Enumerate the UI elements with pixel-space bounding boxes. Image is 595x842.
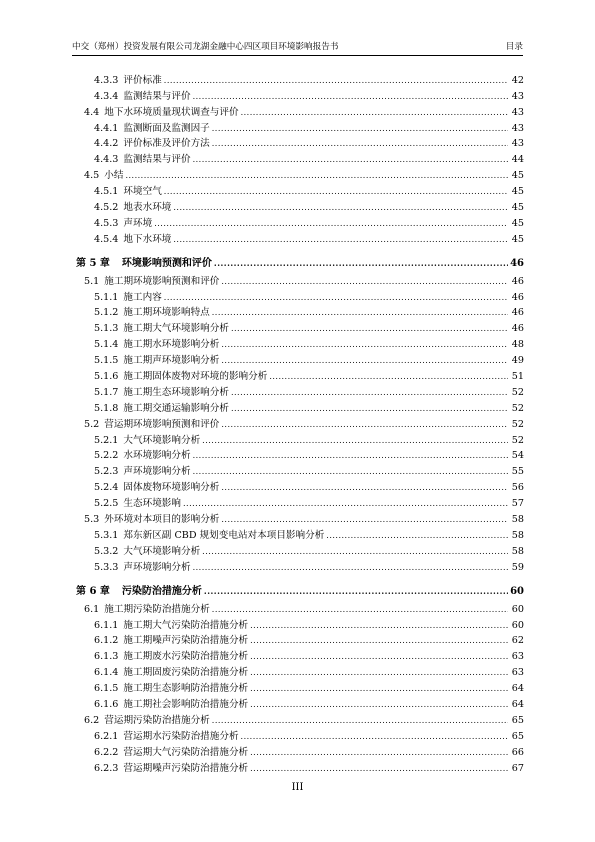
toc-entry-title: 声环境: [123, 217, 153, 229]
toc-entry-title: 施工期噪声污染防治措施分析: [123, 635, 249, 647]
toc-entry[interactable]: [76, 229, 524, 245]
toc-entry[interactable]: [76, 366, 524, 382]
toc-entry-title: 施工期固体废物对环境的影响分析: [123, 371, 268, 383]
toc-leader-dots: [125, 170, 508, 181]
toc-entry-number: 4.5.2: [94, 202, 119, 214]
toc-entry-page: 66: [511, 746, 524, 758]
toc-entry-number: 5.2.5: [94, 498, 119, 510]
toc-entry-title: 水环境影响分析: [123, 450, 191, 462]
toc-entry-number: 5.1.5: [94, 355, 119, 367]
toc-entry-page: 58: [511, 514, 524, 526]
toc-entry-number: 5.1.6: [94, 371, 119, 383]
toc-entry-page: 52: [511, 386, 524, 398]
toc-entry-page: 63: [511, 651, 524, 663]
toc-entry-title: 监测结果与评价: [123, 90, 191, 102]
toc-entry-number: 6.2.2: [94, 746, 119, 758]
toc-entry-number: 5.1.8: [94, 402, 119, 414]
toc-entry-page: 52: [511, 402, 524, 414]
toc-entry-number: 5.2.2: [94, 450, 119, 462]
toc-entry-page: 60: [510, 585, 524, 597]
toc-leader-dots: [212, 604, 508, 615]
toc-entry-number: 5.1.3: [94, 323, 119, 335]
toc-entry-title: 小结: [104, 170, 124, 182]
toc-leader-dots: [202, 435, 508, 446]
toc-leader-dots: [164, 186, 508, 197]
toc-leader-dots: [193, 562, 508, 573]
toc-entry-page: 46: [511, 291, 524, 303]
toc-entry-number: 6.2.3: [94, 762, 119, 774]
page-number: III: [291, 782, 304, 793]
toc-entry[interactable]: [76, 525, 524, 541]
toc-entry[interactable]: [76, 382, 524, 398]
toc-leader-dots: [173, 234, 508, 245]
toc-chapter-entry[interactable]: [76, 247, 524, 269]
toc-entry-title: 环境影响预测和评价: [121, 257, 212, 269]
toc-leader-dots: [231, 323, 508, 334]
toc-leader-dots: [250, 683, 508, 694]
toc-entry[interactable]: [76, 430, 524, 446]
toc-leader-dots: [250, 667, 508, 678]
toc-entry-number: 第 5 章: [76, 257, 110, 269]
toc-entry-title: 地下水环境质量现状调查与评价: [104, 106, 239, 118]
toc-entry-number: 6.1.1: [94, 619, 119, 631]
toc-entry[interactable]: [76, 446, 524, 462]
toc-entry[interactable]: [76, 694, 524, 710]
toc-leader-dots: [231, 387, 508, 398]
toc-entry-page: 45: [511, 186, 524, 198]
toc-entry-page: 46: [511, 275, 524, 287]
toc-entry-page: 46: [510, 257, 524, 269]
toc-entry-page: 63: [511, 667, 524, 679]
toc-entry[interactable]: [76, 678, 524, 694]
toc-entry-number: 6.1.2: [94, 635, 119, 647]
toc-entry-title: 施工期环境影响预测和评价: [104, 275, 220, 287]
toc-entry-title: 施工内容: [123, 291, 162, 303]
toc-entry-page: 43: [511, 138, 524, 150]
toc-chapter-entry[interactable]: [76, 575, 524, 597]
toc-entry[interactable]: [76, 631, 524, 647]
toc-entry-number: 5.2.3: [94, 466, 119, 478]
toc-entry-number: 5.3: [84, 514, 100, 526]
toc-entry[interactable]: [76, 742, 524, 758]
toc-entry[interactable]: [76, 86, 524, 102]
toc-entry-number: 4.3.4: [94, 90, 119, 102]
table-of-contents: [76, 70, 524, 774]
toc-entry-page: 49: [511, 355, 524, 367]
toc-entry-number: 4.5: [84, 170, 100, 182]
toc-entry-number: 4.4.2: [94, 138, 119, 150]
toc-entry-number: 4.4.1: [94, 122, 119, 134]
toc-leader-dots: [221, 482, 508, 493]
toc-entry-page: 44: [511, 154, 524, 166]
toc-entry[interactable]: [76, 758, 524, 774]
toc-entry-title: 固体废物环境影响分析: [123, 482, 220, 494]
toc-leader-dots: [241, 107, 508, 118]
toc-leader-dots: [326, 530, 508, 541]
toc-entry-title: 地表水环境: [123, 202, 172, 214]
toc-entry[interactable]: [76, 726, 524, 742]
toc-entry-title: 施工期污染防治措施分析: [104, 603, 210, 615]
toc-entry[interactable]: [76, 70, 524, 86]
toc-entry-page: 67: [511, 762, 524, 774]
toc-entry-number: 6.1.5: [94, 683, 119, 695]
toc-entry-page: 57: [511, 498, 524, 510]
toc-entry-page: 43: [511, 106, 524, 118]
toc-entry[interactable]: [76, 493, 524, 509]
toc-entry-number: 5.3.1: [94, 529, 119, 541]
toc-entry[interactable]: [76, 646, 524, 662]
toc-entry-title: 声环境影响分析: [123, 466, 191, 478]
toc-entry-number: 5.3.2: [94, 545, 119, 557]
toc-entry-page: 45: [511, 217, 524, 229]
toc-leader-dots: [250, 699, 508, 710]
toc-entry[interactable]: [76, 710, 524, 726]
toc-entry-title: 施工期社会影响防治措施分析: [123, 698, 249, 710]
toc-entry-page: 60: [511, 603, 524, 615]
toc-entry[interactable]: [76, 477, 524, 493]
toc-entry-page: 65: [511, 714, 524, 726]
toc-entry-title: 监测结果与评价: [123, 154, 191, 166]
toc-entry-number: 4.4.3: [94, 154, 119, 166]
toc-entry[interactable]: [76, 118, 524, 134]
toc-entry-title: 郑东新区副 CBD 规划变电站对本项目影响分析: [123, 529, 325, 541]
toc-entry-number: 5.2.4: [94, 482, 119, 494]
toc-entry-title: 施工期水环境影响分析: [123, 339, 220, 351]
toc-entry-number: 5.1.1: [94, 291, 119, 303]
toc-leader-dots: [183, 498, 508, 509]
toc-entry-number: 6.1.6: [94, 698, 119, 710]
toc-leader-dots: [193, 466, 508, 477]
toc-entry-number: 第 6 章: [76, 585, 110, 597]
toc-entry-title: 声环境影响分析: [123, 561, 191, 573]
toc-entry-page: 48: [511, 339, 524, 351]
toc-entry-number: 6.2: [84, 714, 100, 726]
toc-entry-page: 45: [511, 202, 524, 214]
toc-entry-title: 施工期交通运输影响分析: [123, 402, 229, 414]
toc-entry-title: 污染防治措施分析: [121, 585, 202, 597]
toc-leader-dots: [221, 514, 508, 525]
toc-entry-title: 施工期声环境影响分析: [123, 355, 220, 367]
toc-leader-dots: [250, 620, 508, 631]
toc-entry-number: 4.3.3: [94, 74, 119, 86]
toc-entry-page: 54: [511, 450, 524, 462]
toc-entry-title: 营运期大气污染防治措施分析: [123, 746, 249, 758]
toc-entry[interactable]: [76, 461, 524, 477]
toc-entry-title: 施工期固废污染防治措施分析: [123, 667, 249, 679]
toc-entry-title: 地下水环境: [123, 233, 172, 245]
toc-entry-number: 6.1.3: [94, 651, 119, 663]
toc-entry-title: 营运期环境影响预测和评价: [104, 418, 220, 430]
toc-leader-dots: [250, 635, 508, 646]
toc-entry[interactable]: [76, 134, 524, 150]
toc-leader-dots: [193, 154, 508, 165]
page-header: [72, 38, 523, 56]
toc-entry-page: 62: [511, 635, 524, 647]
toc-entry-title: 营运期噪声污染防治措施分析: [123, 762, 249, 774]
toc-entry-page: 43: [511, 122, 524, 134]
toc-leader-dots: [214, 258, 508, 269]
toc-entry[interactable]: [76, 181, 524, 197]
toc-entry-page: 65: [511, 730, 524, 742]
toc-entry[interactable]: [76, 557, 524, 573]
toc-leader-dots: [231, 403, 508, 414]
toc-leader-dots: [164, 75, 508, 86]
toc-leader-dots: [269, 371, 508, 382]
toc-entry[interactable]: [76, 165, 524, 181]
toc-entry-page: 58: [511, 545, 524, 557]
toc-entry-title: 施工期生态影响防治措施分析: [123, 683, 249, 695]
toc-entry-page: 51: [511, 371, 524, 383]
toc-entry-title: 评价标准及评价方法: [123, 138, 210, 150]
toc-entry-page: 42: [511, 74, 524, 86]
toc-leader-dots: [212, 138, 508, 149]
toc-entry-number: 4.5.4: [94, 233, 119, 245]
toc-entry[interactable]: [76, 615, 524, 631]
toc-leader-dots: [250, 747, 508, 758]
toc-entry-page: 59: [511, 561, 524, 573]
toc-leader-dots: [212, 123, 508, 134]
toc-entry-page: 45: [511, 170, 524, 182]
toc-leader-dots: [202, 546, 508, 557]
toc-entry-page: 56: [511, 482, 524, 494]
toc-entry[interactable]: [76, 102, 524, 118]
toc-entry-page: 60: [511, 619, 524, 631]
toc-entry-page: 52: [511, 418, 524, 430]
toc-entry[interactable]: [76, 213, 524, 229]
toc-entry-number: 6.2.1: [94, 730, 119, 742]
toc-leader-dots: [193, 91, 508, 102]
toc-leader-dots: [193, 450, 508, 461]
section-label: 目录: [505, 42, 523, 52]
toc-entry[interactable]: [76, 414, 524, 430]
toc-leader-dots: [250, 651, 508, 662]
toc-entry-page: 43: [511, 90, 524, 102]
toc-entry[interactable]: [76, 318, 524, 334]
toc-entry-page: 45: [511, 233, 524, 245]
toc-entry[interactable]: [76, 334, 524, 350]
toc-entry-title: 大气环境影响分析: [123, 545, 201, 557]
toc-entry-title: 施工期废水污染防治措施分析: [123, 651, 249, 663]
toc-leader-dots: [241, 731, 508, 742]
toc-entry-number: 5.2: [84, 418, 100, 430]
toc-entry[interactable]: [76, 509, 524, 525]
toc-entry-title: 营运期水污染防治措施分析: [123, 730, 239, 742]
toc-entry-page: 52: [511, 434, 524, 446]
toc-entry-title: 大气环境影响分析: [123, 434, 201, 446]
toc-entry-page: 58: [511, 529, 524, 541]
toc-entry-number: 4.4: [84, 106, 100, 118]
toc-entry-number: 5.1.2: [94, 307, 119, 319]
toc-entry-number: 6.1: [84, 603, 100, 615]
toc-entry-number: 5.1.4: [94, 339, 119, 351]
toc-entry[interactable]: [76, 541, 524, 557]
document-title: 中交（郑州）投资发展有限公司龙湖金融中心四区项目环境影响报告书: [72, 42, 339, 52]
toc-entry-title: 环境空气: [123, 186, 162, 198]
toc-entry-title: 监测断面及监测因子: [123, 122, 210, 134]
toc-leader-dots: [212, 715, 508, 726]
toc-leader-dots: [221, 339, 508, 350]
toc-entry-title: 施工期环境影响特点: [123, 307, 210, 319]
toc-entry[interactable]: [76, 350, 524, 366]
toc-entry-page: 64: [511, 683, 524, 695]
toc-leader-dots: [250, 763, 508, 774]
toc-entry-page: 46: [511, 307, 524, 319]
toc-entry-number: 4.5.3: [94, 217, 119, 229]
toc-entry-title: 营运期污染防治措施分析: [104, 714, 210, 726]
toc-entry-page: 64: [511, 698, 524, 710]
toc-entry-title: 评价标准: [123, 74, 162, 86]
toc-entry[interactable]: [76, 662, 524, 678]
toc-entry[interactable]: [76, 599, 524, 615]
toc-leader-dots: [221, 419, 508, 430]
toc-entry-title: 外环境对本项目的影响分析: [104, 514, 220, 526]
toc-entry-title: 施工期生态环境影响分析: [123, 386, 229, 398]
toc-entry[interactable]: [76, 398, 524, 414]
toc-entry[interactable]: [76, 271, 524, 287]
toc-entry-title: 施工期大气污染防治措施分析: [123, 619, 249, 631]
toc-entry-page: 46: [511, 323, 524, 335]
toc-leader-dots: [221, 355, 508, 366]
toc-leader-dots: [204, 586, 508, 597]
toc-leader-dots: [173, 202, 508, 213]
toc-entry[interactable]: [76, 303, 524, 319]
toc-entry[interactable]: [76, 149, 524, 165]
toc-entry-page: 55: [511, 466, 524, 478]
toc-entry[interactable]: [76, 197, 524, 213]
toc-leader-dots: [221, 276, 508, 287]
toc-entry[interactable]: [76, 287, 524, 303]
toc-entry-number: 6.1.4: [94, 667, 119, 679]
toc-entry-number: 5.1.7: [94, 386, 119, 398]
toc-leader-dots: [212, 307, 508, 318]
toc-entry-number: 4.5.1: [94, 186, 119, 198]
toc-entry-number: 5.2.1: [94, 434, 119, 446]
toc-entry-number: 5.1: [84, 275, 100, 287]
toc-entry-title: 生态环境影响: [123, 498, 181, 510]
toc-entry-number: 5.3.3: [94, 561, 119, 573]
toc-entry-title: 施工期大气环境影响分析: [123, 323, 229, 335]
toc-leader-dots: [154, 218, 508, 229]
toc-leader-dots: [164, 292, 508, 303]
